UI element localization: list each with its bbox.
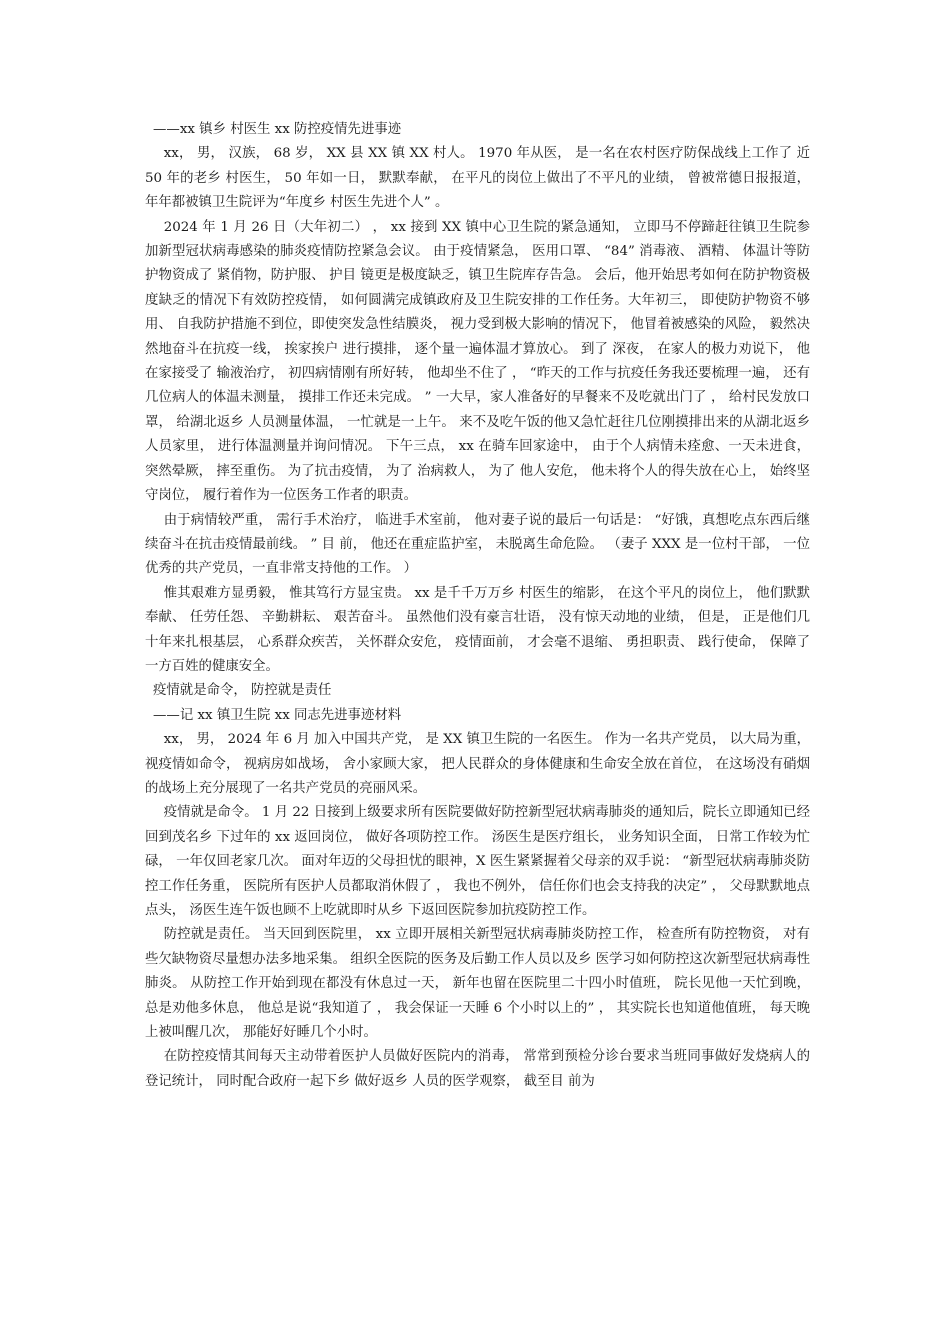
paragraph-command: 疫情就是命令。 1 月 22 日接到上级要求所有医院要做好防控新型冠状病毒肺炎的通知后，院长立即通知已经回到茂名乡 下过年的 xx 返回岗位， 做好各项防控工作。 汤医生是医疗组长， 业务知识全面， 日常工作较为忙碌， 一年仅回老家几次。 面对年迈的父母担忧的眼神，X 医生紧紧握着父母亲的双手说： “新型冠状病毒肺炎防控工作任务重， 医院所有医护人员都取消休假了 ， 我也不例外， 信任你们也会支持我的决定” ， 父母默默地点点头， 汤医生连午饭也顾不上吃就即时从乡 下返回医院参加抗疫防控工作。: [145, 805, 810, 918]
paragraph-summary: 惟其艰难方显勇毅， 惟其笃行方显宝贵。 xx 是千千万万乡 村医生的缩影， 在这个平凡的岗位上， 他们默默奉献、 任劳任怨、 辛勤耕耘、 艰苦奋斗。 虽然他们没有豪言壮语， 没有惊天动地的业绩， 但是， 正是他们几十年来扎根基层， 心系群众疾苦， 关怀群众安危， 疫情面前， 才会毫不退缩、 勇担职责、 践行使命， 保障了 一方百姓的健康安全。: [145, 585, 810, 674]
paragraph-surgery: 由于病情较严重， 需行手术治疗， 临进手术室前， 他对妻子说的最后一句话是： “好饿，真想吃点东西后继续奋斗在抗击疫情最前线。 ” 目 前， 他还在重症监护室， 未脱离生命危险。 （妻子 XXX 是一位村干部， 一位优秀的共产党员，一直非常支持他的工作。 ）: [145, 512, 810, 577]
paragraph-profile: xx， 男， 2024 年 6 月 加入中国共产党， 是 XX 镇卫生院的一名医生。 作为一名共产党员， 以大局为重， 视疫情如命令， 视病房如战场， 舍小家顾大家， 把人民群众的身体健康和生命安全放在首位， 在这场没有硝烟的战场上充分展现了一名共产党员的亮丽风采。: [145, 732, 810, 796]
paragraph-disinfection: 在防控疫情其间每天主动带着医护人员做好医院内的消毒， 常常到预检分诊台要求当班同事做好发烧病人的登记统计， 同时配合政府一起下乡 做好返乡 人员的医学观察， 截至目 前为: [145, 1049, 810, 1089]
paragraph-responsibility: 防控就是责任。 当天回到医院里， xx 立即开展相关新型冠状病毒肺炎防控工作， 检查所有防控物资， 对有些欠缺物资尽量想办法多地采集。 组织全医院的医务及后勤工作人员以及乡 医学习如何防控这次新型冠状病毒性肺炎。 从防控工作开始到现在都没有休息过一天， 新年也留在医院里二十四小时值班， 院长见他一天忙到晚， 总是劝他多休息， 他总是说“我知道了 ， 我会保证一天睡 6 个小时以上的” ， 其实院长也知道他值班， 每天晚上被叫醒几次， 那能好好睡几个小时。: [145, 927, 810, 1041]
paragraph-story: 2024 年 1 月 26 日（大年初二） ， xx 接到 XX 镇中心卫生院的紧急通知， 立即马不停蹄赶往镇卫生院参加新型冠状病毒感染的肺炎疫情防控紧急会议。 由于疫情紧急， 医用口罩、 “84” 消毒液、 酒精、 体温计等防护物资成了 紧俏物，防护服、 护目 镜更是极度缺乏，镇卫生院库存告急。 会后，他开始思考如何在防护物资极度缺乏的情况下有效防控疫情， 如何圆满完成镇政府及卫生院安排的工作任务。大年初三， 即使防护物资不够用、 自我防护措施不到位，即使突发急性结膜炎， 视力受到极大影响的情况下， 他冒着被感染的风险， 毅然决然地奋斗在抗疫一线， 挨家挨户 进行摸排， 逐个量一遍体温才算放心。 到了 深夜， 在家人的极力劝说下， 他在家接受了 输液治疗， 初四病情刚有所好转， 他却坐不住了 ， “昨天的工作与抗疫任务我还要梳理一遍， 还有几位病人的体温未测量， 摸排工作还未完成。 ” 一大早，家人准备好的早餐来不及吃就出门了 ， 给村民发放口 罩， 给湖北返乡 人员测量体温， 一忙就是一上午。 来不及吃午饭的他又急忙赶往几位刚摸排出来的从湖北返乡 人员家里， 进行体温测量并询问情况。 下午三点， xx 在骑车回家途中， 由于个人病情未痊愈、一天未进食， 突然晕厥， 摔至重伤。 为了抗击疫情， 为了 治病救人， 为了 他人安危， 他未将个人的得失放在心上， 始终坚守岗位， 履行着作为一位医务工作者的职责。: [145, 219, 810, 504]
heading-2: 疫情就是命令， 防控就是责任: [153, 683, 332, 699]
paragraph-intro: xx， 男， 汉族， 68 岁， XX 县 XX 镇 XX 村人。 1970 年从医， 是一名在农村医疗防保战线上工作了 近 50 年的老乡 村医生， 50 年如一日， 默默奉献， 在平凡的岗位上做出了不平凡的业绩， 曾被常德日报报道， 年年都被镇卫生院评为“年度乡 村医生先进个人” 。: [145, 146, 810, 211]
document-page: [145, 118, 810, 1094]
subtitle-1: ——xx 镇乡 村医生 xx 防控疫情先进事迹: [153, 122, 402, 137]
subtitle-2: ——记 xx 镇卫生院 xx 同志先进事迹材料: [153, 707, 402, 723]
